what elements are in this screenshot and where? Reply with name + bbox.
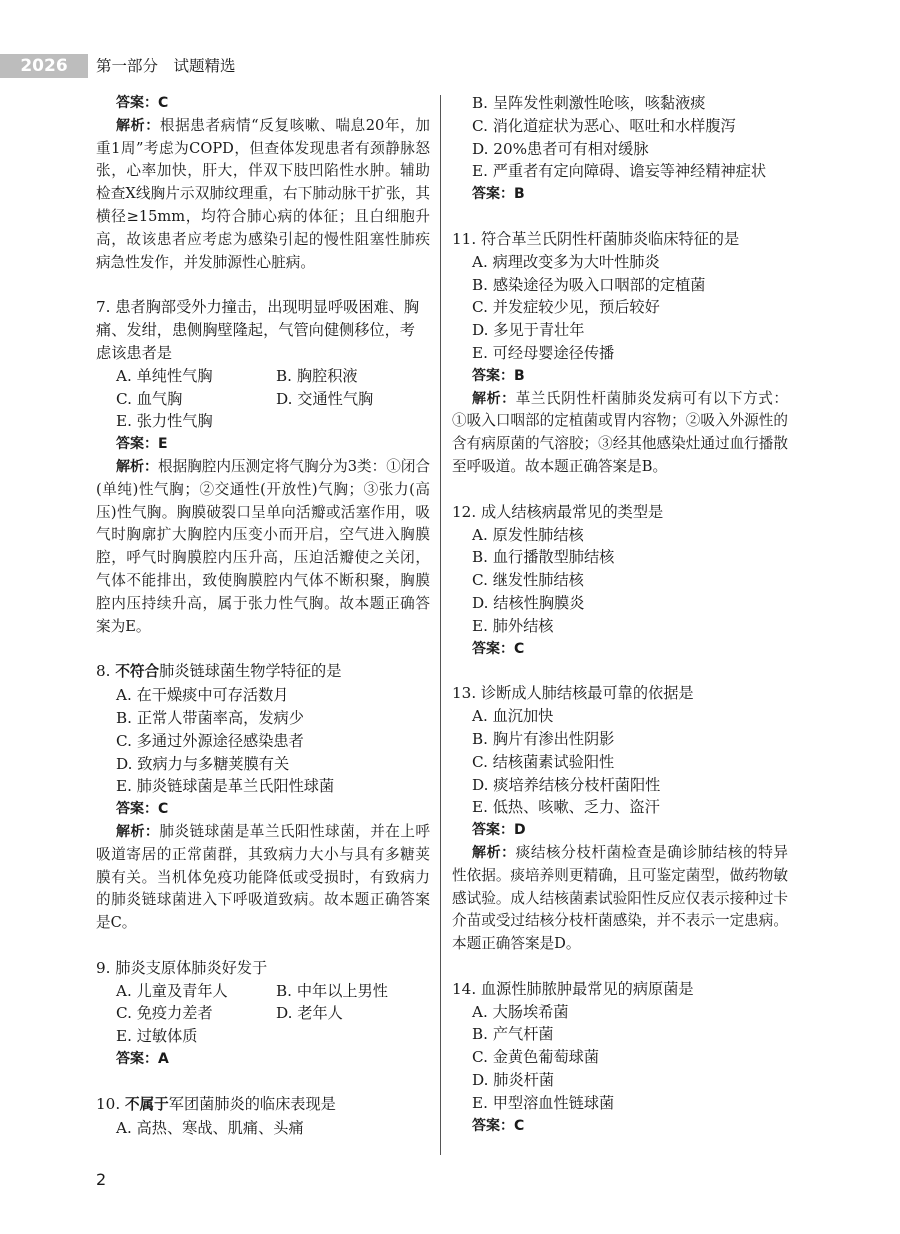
option-a: A. 原发性肺结核 [472,525,584,544]
explanation-label: 解析： [116,117,160,134]
option-c: C. 血气胸 [116,389,183,408]
stem-text: 军团菌肺炎的临床表现是 [168,1094,336,1113]
question-number: 8. [96,662,116,681]
answer: 答案：C [472,640,525,657]
question-13 [452,682,788,956]
option-c: C. 并发症较少见，预后较好 [472,298,660,317]
option-e: E. 严重者有定向障碍、谵妄等神经精神症状 [472,162,767,181]
option-d: D. 致病力与多糖荚膜有关 [116,754,290,773]
options [96,980,430,1026]
option-a: A. 在干燥痰中可存活数月 [116,686,289,705]
question-12 [452,501,788,661]
explanation [96,456,430,638]
explanation [452,842,788,956]
option-a: A. 血沉加快 [472,707,554,726]
explanation-q6 [96,115,430,275]
negation-keyword: 不属于 [124,1095,169,1113]
answer: 答案：C [116,801,169,818]
explanation-text: 革兰氏阴性杆菌肺炎发病可有以下方式：①吸入口咽部的定植菌或胃内容物；②吸入外源性的含有病原菌的气溶胶；③经其他感染灶通过血行播散至呼吸道。故本题正确答案是B。 [452,389,788,475]
option-d: D. 20%患者可有相对缓脉 [472,139,649,158]
answer: 答案：B [472,367,525,384]
question-9 [96,957,430,1071]
option-d: D. 多见于青壮年 [472,321,585,340]
question-14 [452,978,788,1138]
option-c: C. 多通过外源途径感染患者 [116,731,304,750]
question-stem: 12. 成人结核病最常见的类型是 [452,502,664,521]
question-stem: 7. 患者胸部受外力撞击，出现明显呼吸困难、胸痛、发绀，患侧胸壁隆起，气管向健侧移位，考虑该患者是 [96,298,420,362]
question-stem: 14. 血源性肺脓肿最常见的病原菌是 [452,979,694,998]
explanation [96,821,430,935]
explanation-text: 肺炎链球菌是革兰氏阳性球菌，并在上呼吸道寄居的正常菌群，其致病力大小与具有多糖荚膜有关。当机体免疫功能降低或受损时，有致病力的肺炎链球菌进入下呼吸道致病。故本题正确答案是C。 [96,822,430,932]
option-b: B. 中年以上男性 [276,981,388,1000]
option-e: E. 肺炎链球菌是革兰氏阳性球菌 [116,777,335,796]
stem-text: 肺炎链球菌生物学特征的是 [159,662,342,681]
option-d: D. 结核性胸膜炎 [472,593,585,612]
year-badge: 2026 [0,54,88,78]
explanation-text: 痰结核分枝杆菌检查是确诊肺结核的特异性依据。痰培养则更精确，且可鉴定菌型，做药物敏感试验。成人结核菌素试验阳性反应仅表示接种过卡介苗或受过结核分枝杆菌感染，并不表示一定患病。本题正确答案是D。 [452,843,788,953]
question-8 [96,660,430,935]
option-b: B. 胸腔积液 [276,366,358,385]
left-column [96,92,430,1139]
answer-q10: 答案：B [472,186,525,203]
option-d: D. 交通性气胸 [276,389,374,408]
explanation-label: 解析： [472,390,516,407]
question-11 [452,228,788,479]
answer: 答案：D [472,822,526,839]
option-c: C. 结核菌素试验阳性 [472,752,615,771]
question-number: 10. [96,1094,125,1113]
option-c: C. 免疫力差者 [116,1004,213,1023]
explanation-label: 解析： [472,844,516,861]
answer: 答案：C [472,1117,525,1134]
option-b: B. 产气杆菌 [472,1025,554,1044]
answer-q6: 答案：C [116,95,169,111]
option-c: C. 继发性肺结核 [472,571,584,590]
right-column [452,92,788,1137]
answer: 答案：A [116,1051,169,1068]
option-d: D. 肺炎杆菌 [472,1071,555,1090]
option-c: C. 消化道症状为恶心、呕吐和水样腹泻 [472,116,736,135]
negation-keyword: 不符合 [115,663,160,681]
explanation-label: 解析： [116,823,160,840]
option-e: E. 甲型溶血性链球菌 [472,1093,615,1112]
option-e: E. 肺外结核 [472,616,554,635]
answer: 答案：E [116,436,168,453]
question-stem: 13. 诊断成人肺结核最可靠的依据是 [452,684,694,703]
question-stem: 9. 肺炎支原体肺炎好发于 [96,958,268,977]
option-e: E. 低热、咳嗽、乏力、盗汗 [472,798,660,817]
question-stem [96,660,430,684]
option-e: E. 张力性气胸 [116,412,213,431]
question-stem: 11. 符合革兰氏阴性杆菌肺炎临床特征的是 [452,229,740,248]
option-b: B. 正常人带菌率高，发病少 [116,708,304,727]
option-d: D. 痰培养结核分枝杆菌阳性 [472,775,661,794]
option-b: B. 呈阵发性刺激性呛咳，咳黏液痰 [472,94,706,112]
option-a: A. 儿童及青年人 [116,981,228,1000]
explanation-label: 解析： [116,458,159,475]
option-a: A. 高热、寒战、肌痛、头痛 [116,1118,304,1137]
explanation [452,388,788,479]
explanation-text: 根据患者病情“反复咳嗽、喘息20年，加重1周”考虑为COPD，但查体发现患者有颈静脉怒张，心率加快，肝大，伴双下肢凹陷性水肿。辅助检查X线胸片示双肺纹理重，右下肺动脉干扩张，其横径≥15mm，均符合肺心病的体征；且白细胞升高，故该患者应考虑为感染引起的慢性阻塞性肺疾病急性发作，并发肺源性心脏病。 [96,116,430,271]
section-title: 第一部分 试题精选 [96,57,236,75]
option-a: A. 单纯性气胸 [116,366,213,385]
question-stem [96,1093,430,1117]
question-10 [96,1093,430,1140]
explanation-text: 根据胸腔内压测定将气胸分为3类：①闭合(单纯)性气胸；②交通性(开放性)气胸；③张力(高压)性气胸。胸膜破裂口呈单向活瓣或活塞作用，吸气时胸廓扩大胸腔内压变小而开启，空气进入胸膜腔，呼气时胸膜腔内压升高，压迫活瓣使之关闭，气体不能排出，致使胸膜腔内气体不断积聚，胸膜腔内压持续升高，属于张力性气胸。故本题正确答案为E。 [96,457,431,635]
options [96,365,430,411]
question-7 [96,296,430,638]
page-number: 2 [96,1170,107,1189]
option-b: B. 血行播散型肺结核 [472,548,615,567]
option-a: A. 病理改变多为大叶性肺炎 [472,252,660,271]
option-e: E. 过敏体质 [116,1027,198,1046]
option-b: B. 胸片有渗出性阴影 [472,729,615,748]
option-e: E. 可经母婴途径传播 [472,343,615,362]
option-d: D. 老年人 [276,1004,343,1023]
option-c: C. 金黄色葡萄球菌 [472,1048,600,1067]
option-a: A. 大肠埃希菌 [472,1002,569,1021]
option-b: B. 感染途径为吸入口咽部的定植菌 [472,275,706,294]
